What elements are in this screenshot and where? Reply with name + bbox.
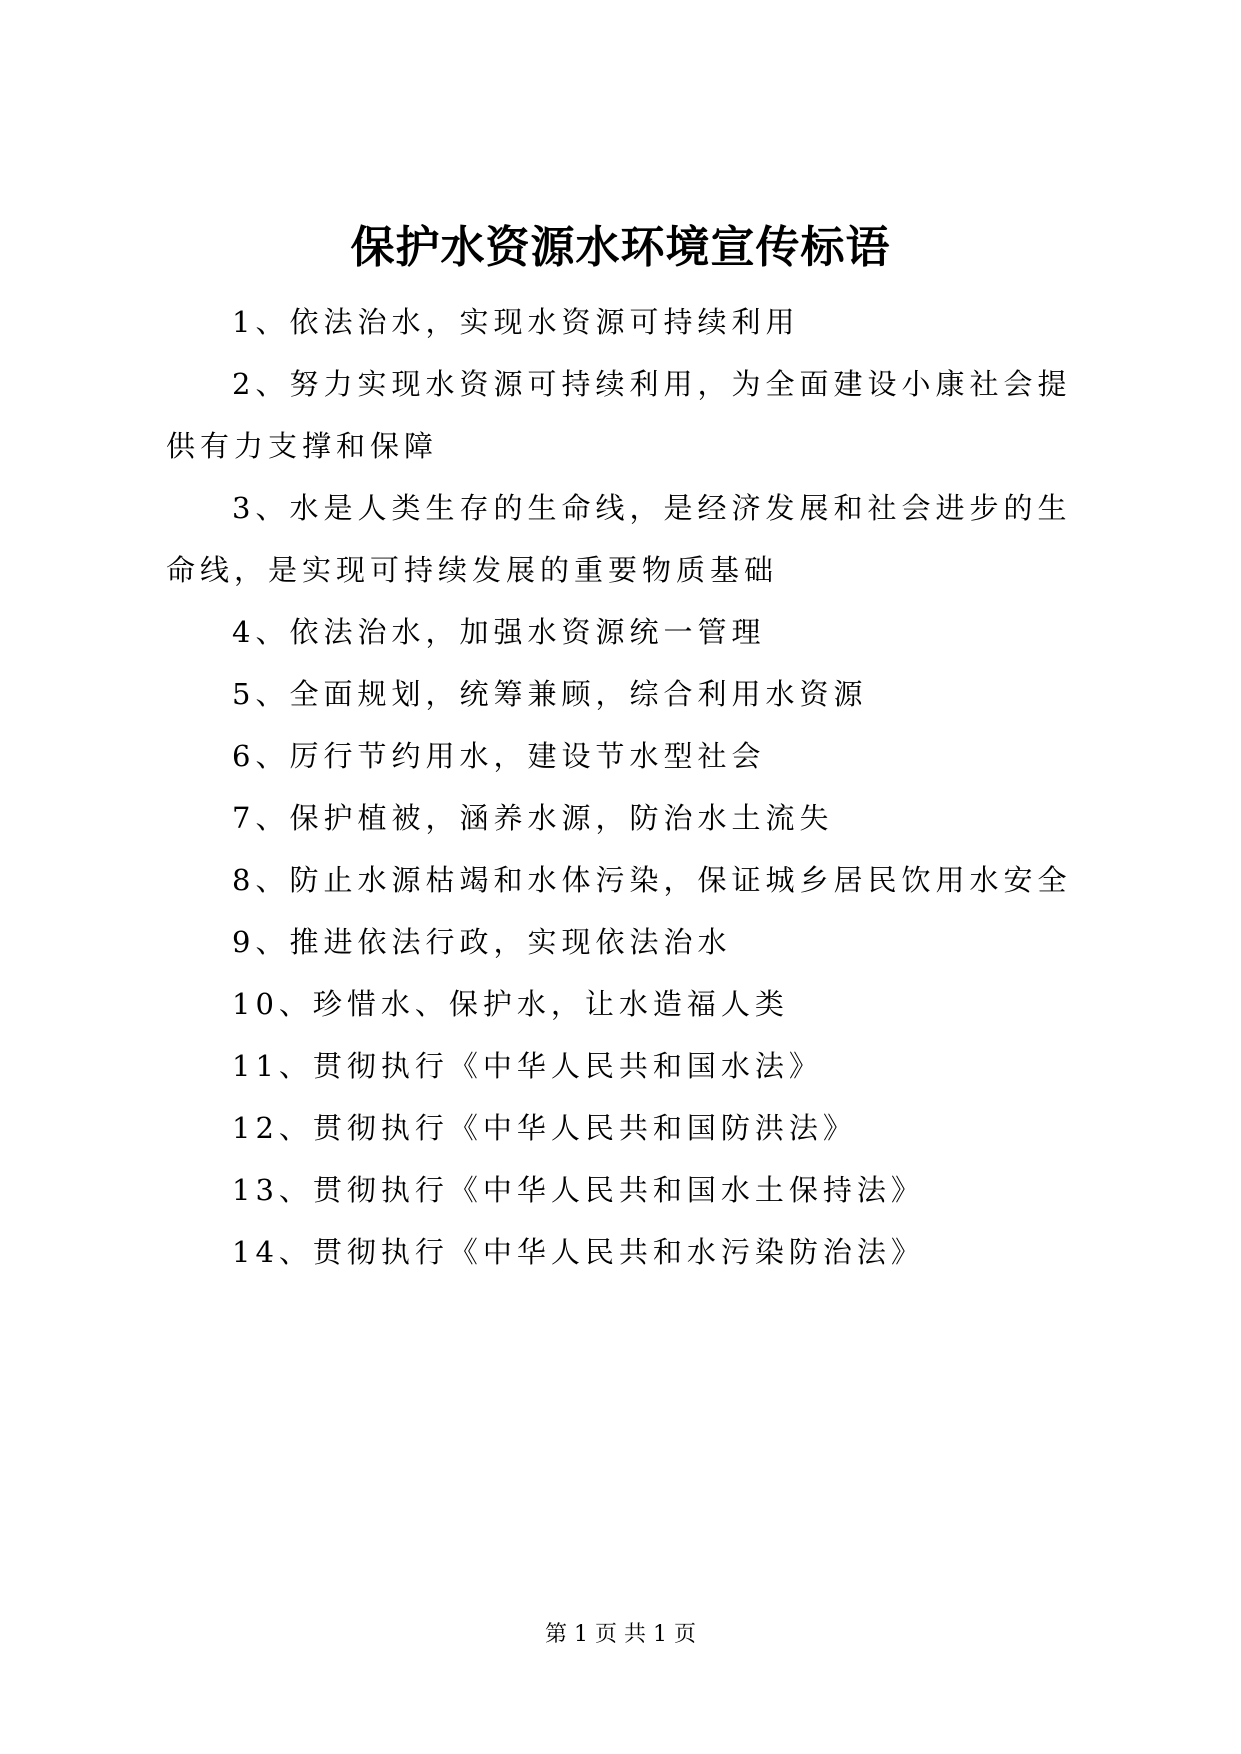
slogan-item: 10、珍惜水、保护水，让水造福人类 [232,987,789,1021]
slogan-item: 13、贯彻执行《中华人民共和国水土保持法》 [232,1173,925,1207]
slogan-item: 1、依法治水，实现水资源可持续利用 [232,305,800,339]
slogan-item: 11、贯彻执行《中华人民共和国水法》 [232,1049,823,1083]
slogan-item: 14、贯彻执行《中华人民共和水污染防治法》 [232,1235,925,1269]
slogan-item: 5、全面规划，统筹兼顾，综合利用水资源 [232,677,868,711]
slogan-list [166,291,1086,1283]
slogan-item: 2、努力实现水资源可持续利用，为全面建设小康社会提供有力支撑和保障 [166,367,1072,463]
slogan-item: 9、推进依法行政，实现依法治水 [232,925,732,959]
slogan-item: 12、贯彻执行《中华人民共和国防洪法》 [232,1111,857,1145]
slogan-item: 8、防止水源枯竭和水体污染，保证城乡居民饮用水安全 [232,863,1072,897]
slogan-item: 4、依法治水，加强水资源统一管理 [232,615,766,649]
slogan-item: 6、厉行节约用水，建设节水型社会 [232,739,766,773]
slogan-item: 7、保护植被，涵养水源，防治水土流失 [232,801,834,835]
page-number-footer: 第 1 页 共 1 页 [545,1622,696,1647]
slogan-item: 3、水是人类生存的生命线，是经济发展和社会进步的生命线，是实现可持续发展的重要物质基础 [166,491,1072,587]
document-title: 保护水资源水环境宣传标语 [350,222,891,273]
